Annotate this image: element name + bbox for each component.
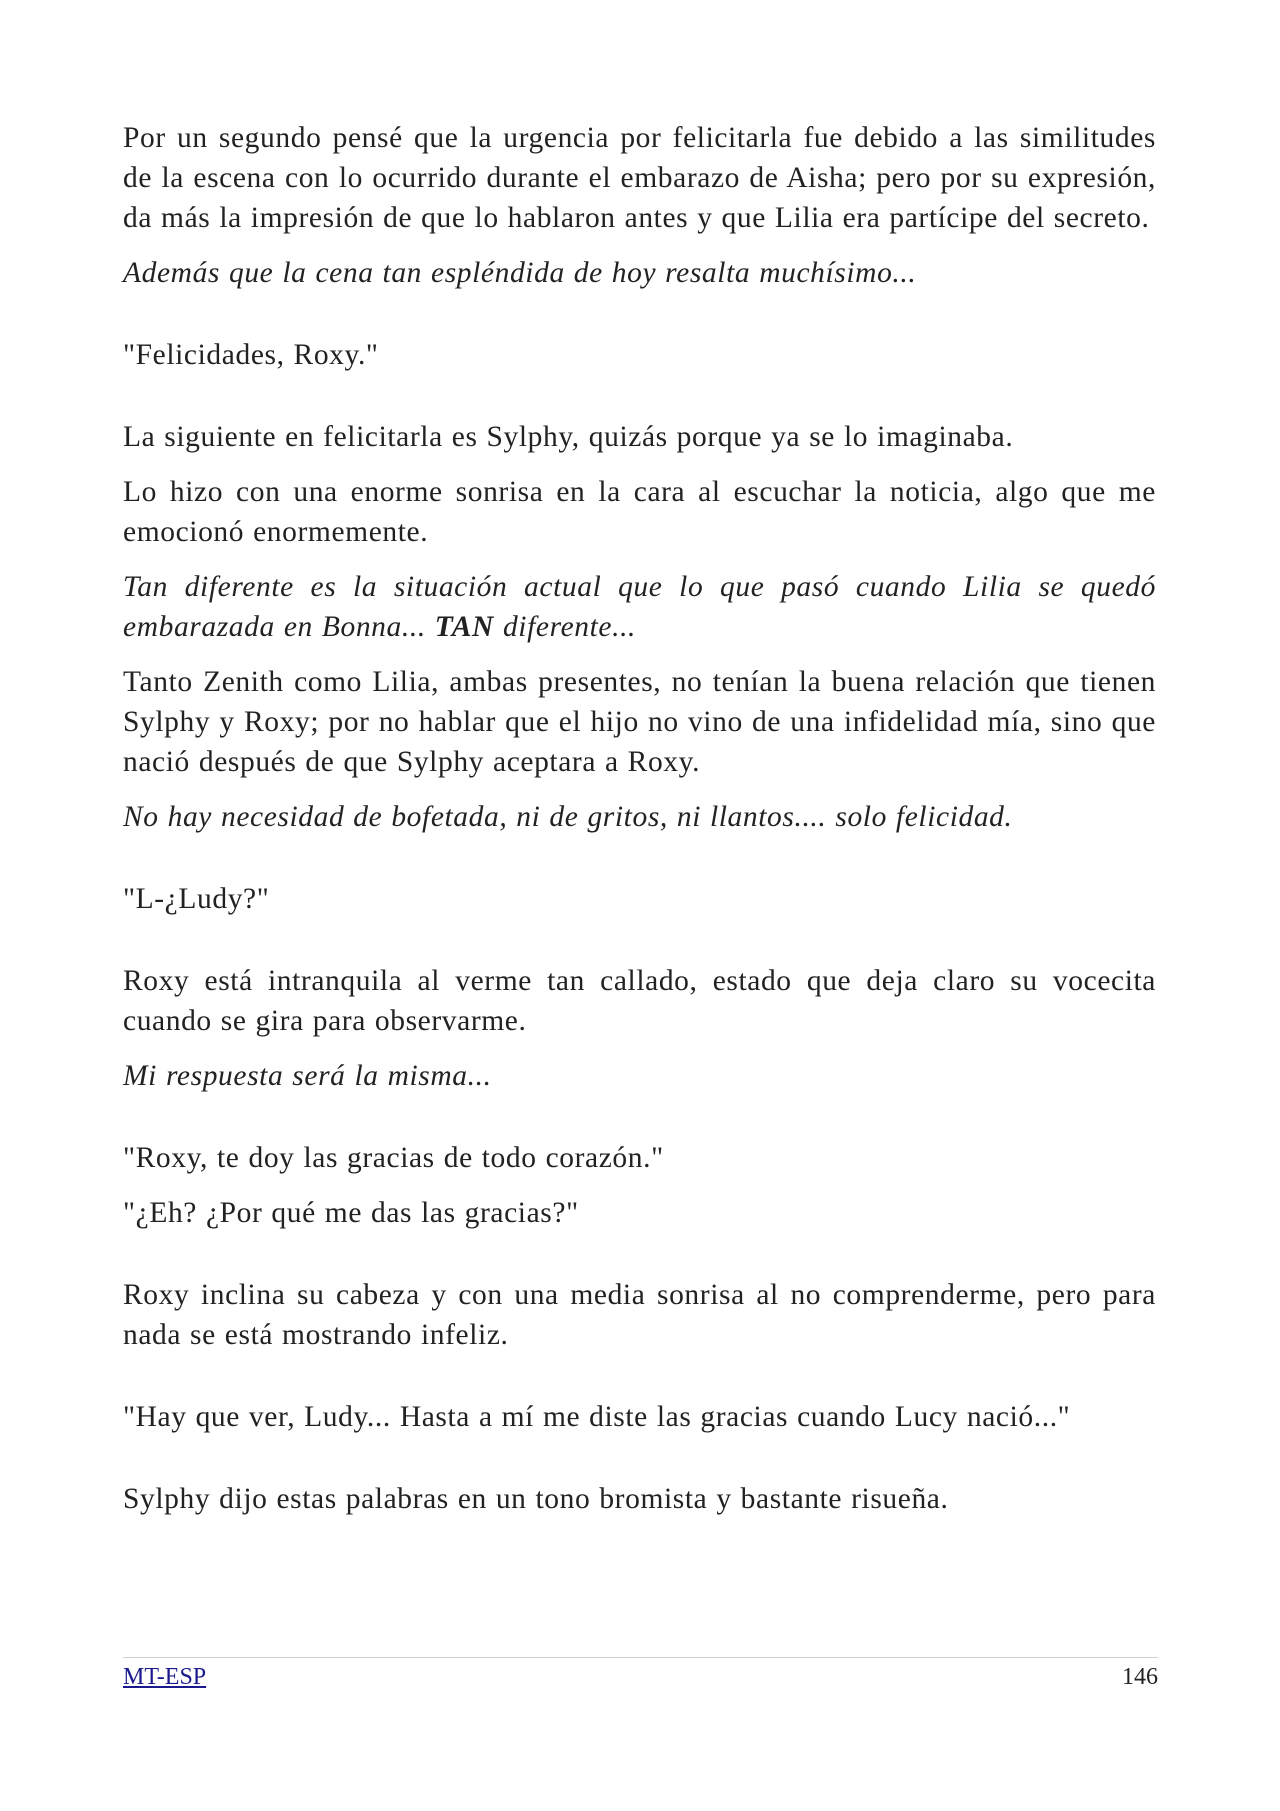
paragraph: Sylphy dijo estas palabras en un tono bromista y bastante risueña. <box>123 1483 949 1515</box>
paragraph: Roxy inclina su cabeza y con una media sonrisa al no comprenderme, pero para nada se está mostrando infeliz. <box>123 1279 1156 1351</box>
paragraph: Por un segundo pensé que la urgencia por felicitarla fue debido a las similitudes de la escena con lo ocurrido durante el embarazo de Aisha; pero por su expresión, da más la impresión de que lo hablaron antes y que Lilia era partícipe del secreto. <box>123 122 1156 234</box>
inner-thought <box>123 567 1156 647</box>
dialogue-line: "Roxy, te doy las gracias de todo corazón." <box>123 1142 664 1174</box>
page-number: 146 <box>1122 1664 1158 1690</box>
dialogue-line: "¿Eh? ¿Por qué me das las gracias?" <box>123 1197 579 1229</box>
paragraph: Tanto Zenith como Lilia, ambas presentes, no tenían la buena relación que tienen Sylphy y Roxy; por no hablar que el hijo no vino de una infidelidad mía, sino que nació después de que Sylphy aceptara a Roxy. <box>123 666 1156 778</box>
page-footer <box>123 1657 1158 1691</box>
inner-thought-text: Tan diferente es la situación actual que lo que pasó cuando Lilia se quedó embarazada en Bonna... <box>123 571 1156 643</box>
inner-thought-text: diferente... <box>493 611 637 643</box>
inner-thought: Mi respuesta será la misma... <box>123 1060 492 1092</box>
paragraph: La siguiente en felicitarla es Sylphy, quizás porque ya se lo imaginaba. <box>123 421 1014 453</box>
inner-thought: Además que la cena tan espléndida de hoy resalta muchísimo... <box>123 257 917 289</box>
dialogue-line: "Felicidades, Roxy." <box>123 339 379 371</box>
dialogue-line: "L-¿Ludy?" <box>123 883 270 915</box>
paragraph: Lo hizo con una enorme sonrisa en la cara al escuchar la noticia, algo que me emocionó enormemente. <box>123 476 1156 548</box>
paragraph: Roxy está intranquila al verme tan callado, estado que deja claro su vocecita cuando se gira para observarme. <box>123 965 1156 1037</box>
emphasis-text: TAN <box>434 611 494 643</box>
dialogue-line: "Hay que ver, Ludy... Hasta a mí me diste las gracias cuando Lucy nació..." <box>123 1401 1071 1433</box>
source-link[interactable]: MT-ESP <box>123 1664 207 1690</box>
document-body <box>123 118 1156 1534</box>
inner-thought: No hay necesidad de bofetada, ni de gritos, ni llantos.... solo felicidad. <box>123 801 1013 833</box>
